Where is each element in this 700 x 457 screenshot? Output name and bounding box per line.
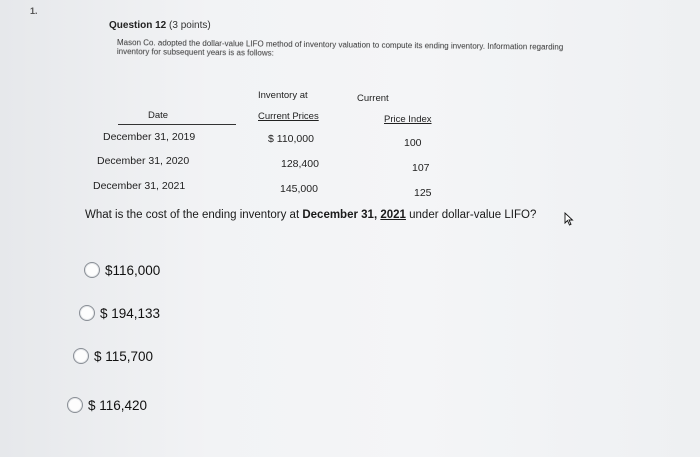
row-date: December 31, 2020 [97,155,190,167]
row-inventory: $ 110,000 [268,133,314,145]
option-label[interactable]: $ 194,133 [100,305,161,321]
question-prompt [85,209,625,222]
question-number: Question 12 [109,20,167,31]
answer-option-d[interactable] [67,397,147,413]
answer-option-a[interactable] [84,262,160,278]
header-inventory-line2: Current Prices [258,111,319,122]
row-date: December 31, 2021 [93,180,186,192]
row-inventory: 128,400 [281,158,319,170]
question-points: (3 points) [169,20,211,31]
prompt-date: December 31, [302,209,381,221]
radio-button[interactable] [79,305,95,321]
question-title [109,20,211,31]
mouse-cursor-icon [564,212,574,226]
header-index-line2: Price Index [384,114,432,125]
row-date: December 31, 2019 [103,131,196,143]
prompt-year: 2021 [380,209,406,221]
header-index-line1: Current [357,93,389,104]
date-header-rule [118,124,236,125]
corner-mark: 1. [30,6,38,16]
prompt-part1: What is the cost of the ending inventory at [85,209,303,221]
question-intro: Mason Co. adopted the dollar-value LIFO method of inventory valuation to compute its ending inventory. Information regarding inventory for subsequent years is as follows: [116,38,564,58]
header-inventory-line1: Inventory at [258,90,308,101]
row-index: 107 [412,162,430,174]
option-label[interactable]: $ 115,700 [94,348,154,364]
radio-button[interactable] [73,348,89,364]
answer-option-b[interactable] [79,305,160,321]
row-index: 100 [404,137,422,149]
option-label[interactable]: $116,000 [105,262,161,278]
radio-button[interactable] [67,397,83,413]
option-label[interactable]: $ 116,420 [88,397,148,413]
row-index: 125 [414,187,432,199]
answer-option-c[interactable] [73,348,153,364]
radio-button[interactable] [84,262,100,278]
row-inventory: 145,000 [280,183,318,195]
header-date: Date [148,110,169,121]
prompt-part2: under dollar-value LIFO? [405,209,537,221]
